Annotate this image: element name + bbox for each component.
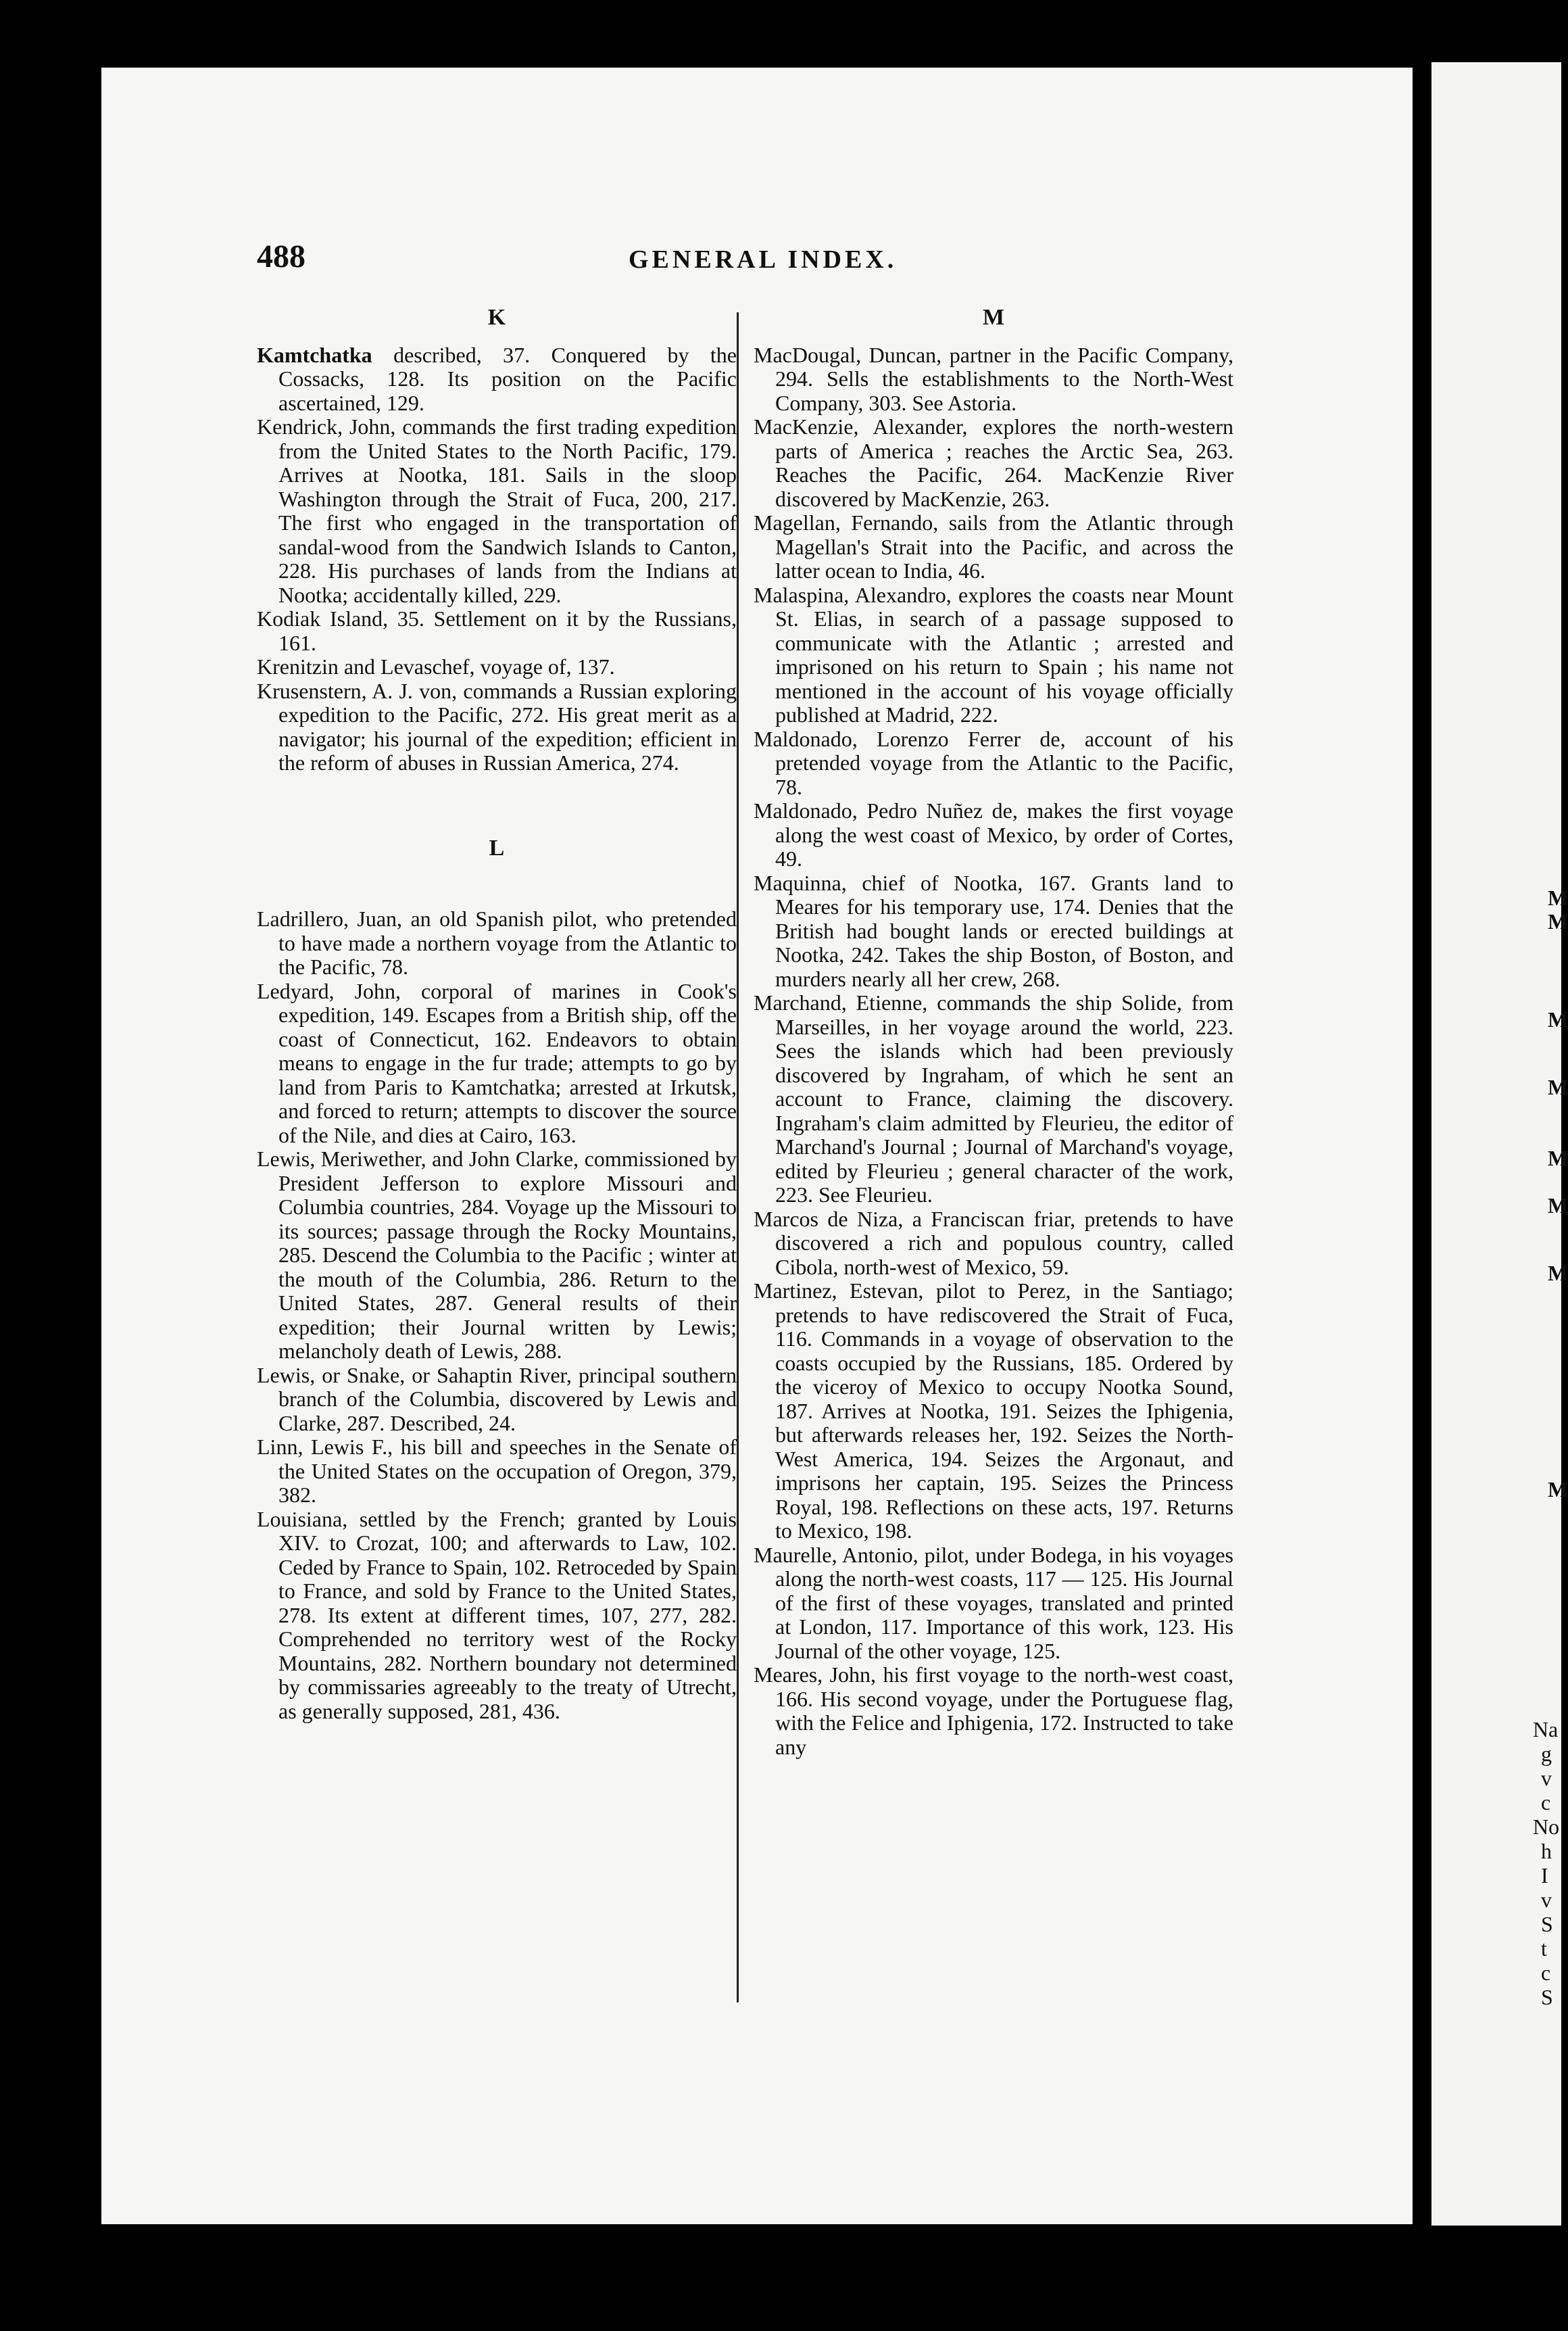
facing-page-letter: M bbox=[1548, 1146, 1568, 1170]
facing-page-letter: M bbox=[1548, 1477, 1568, 1501]
facing-page-letter: M bbox=[1548, 886, 1568, 910]
column-divider bbox=[737, 312, 739, 2002]
index-entry: Marcos de Niza, a Franciscan friar, pretends to have discovered a rich and populous country, called Cibola, north-west of Mexico, 59. bbox=[754, 1206, 1233, 1279]
index-entry: Meares, John, his first voyage to the north-west coast, 166. His second voyage, under the Portuguese flag, with the Felice and Iphigenia, 172. Instructed to take any bbox=[754, 1662, 1233, 1759]
right-column bbox=[754, 306, 1233, 1759]
index-entry: Malaspina, Alexandro, explores the coasts near Mount St. Elias, in search of a passage supposed to communicate with the Atlantic ; arrested and imprisoned on his return to Spain ; his name not mentioned in the account of his voyage officially published at Madrid, 222. bbox=[754, 582, 1233, 727]
section-letter-l: L bbox=[489, 835, 505, 861]
facing-page-letter: M bbox=[1548, 1075, 1568, 1099]
index-entry: Kendrick, John, commands the first trading expedition from the United States to the North Pacific, 179. Arrives at Nootka, 181. Sails in the sloop Washington through the Strait of Fuca, 200, 217. The first who engaged in the transportation of sandal-wood from the Sandwich Islands to Canton, 228. His purchases of lands from the Indians at Nootka; accidentally killed, 229. bbox=[257, 414, 737, 607]
index-entry: Krenitzin and Levaschef, voyage of, 137. bbox=[257, 654, 615, 679]
facing-page-fragment: Na g v c No h I v S t c S bbox=[1533, 1717, 1560, 2009]
index-entry: Linn, Lewis F., his bill and speeches in the Senate of the United States on the occupation of Oregon, 379, 382. bbox=[257, 1435, 737, 1507]
index-entry: Maldonado, Lorenzo Ferrer de, account of his pretended voyage from the Atlantic to the Pacific, 78. bbox=[754, 726, 1233, 799]
index-entry: Martinez, Estevan, pilot to Perez, in the Santiago; pretends to have rediscovered the Strait of Fuca, 116. Commands in a voyage of observation to the coasts occupied by the Russians, 185. Ordered by the viceroy of Mexico to occupy Nootka Sound, 187. Arrives at Nootka, 191. Seizes the Iphigenia, but afterwards releases her, 192. Seizes the North-West America, 194. Seizes the Argonaut, and imprisons her captain, 195. Seizes the Princess Royal, 198. Reflections on these acts, 197. Returns to Mexico, 198. bbox=[754, 1278, 1233, 1543]
facing-page-letter: M bbox=[1548, 1193, 1568, 1218]
index-entry: Lewis, or Snake, or Sahaptin River, principal southern branch of the Columbia, discovered by Lewis and Clarke, 287. Described, 24. bbox=[257, 1362, 737, 1435]
index-entry: Maquinna, chief of Nootka, 167. Grants land to Meares for his temporary use, 174. Denies that the British had bought lands or erected buildings at Nootka, 242. Takes the ship Boston, of Boston, and murders nearly all her crew, 268. bbox=[754, 870, 1233, 991]
index-entry: Marchand, Etienne, commands the ship Solide, from Marseilles, in her voyage around the world, 223. Sees the islands which had been previously discovered by Ingraham, of which he sent an account to France, claiming the discovery. Ingraham's claim admitted by Fleurieu, the editor of Marchand's Journal ; Journal of Marchand's voyage, edited by Fleurieu ; general character of the work, 223. See Fleurieu. bbox=[754, 990, 1233, 1207]
section-letter-m: M bbox=[982, 305, 1005, 330]
index-entry: Maldonado, Pedro Nuñez de, makes the first voyage along the west coast of Mexico, by order of Cortes, 49. bbox=[754, 798, 1233, 871]
section-letter-k: K bbox=[487, 305, 506, 330]
index-entry: Ladrillero, Juan, an old Spanish pilot, who pretended to have made a northern voyage from the Atlantic to the Pacific, 78. bbox=[257, 907, 737, 979]
index-entry: Louisiana, settled by the French; granted by Louis XIV. to Crozat, 100; and afterwards to Law, 102. Ceded by France to Spain, 102. Retroceded by Spain to France, and sold by France to the United States, 278. Its extent at different times, 107, 277, 282. Comprehended no territory west of the Rocky Mountains, 282. Northern boundary not determined by commissaries agreeably to the treaty of Utrecht, as generally supposed, 281, 436. bbox=[257, 1506, 737, 1723]
facing-page-letter: M bbox=[1548, 1261, 1568, 1285]
index-entry: Magellan, Fernando, sails from the Atlantic through Magellan's Strait into the Pacific, and across the latter ocean to India, 46. bbox=[754, 510, 1233, 583]
index-entry: Kodiak Island, 35. Settlement on it by the Russians, 161. bbox=[257, 606, 737, 655]
index-entry: MacKenzie, Alexander, explores the north-western parts of America ; reaches the Arctic Sea, 263. Reaches the Pacific, 264. MacKenzie River discovered by MacKenzie, 263. bbox=[754, 414, 1233, 511]
index-entry: Kamtchatka described, 37. Conquered by the Cossacks, 128. Its position on the Pacific ascertained, 129. bbox=[257, 342, 737, 415]
page-title: GENERAL INDEX. bbox=[629, 245, 898, 274]
index-entry: Ledyard, John, corporal of marines in Cook's expedition, 149. Escapes from a British ship, off the coast of Connecticut, 162. Endeavors to obtain means to engage in the fur trade; attempts to go by land from Paris to Kamtchatka; arrested at Irkutsk, and forced to return; attempts to discover the source of the Nile, and dies at Cairo, 163. bbox=[257, 978, 737, 1147]
index-entry: Lewis, Meriwether, and John Clarke, commissioned by President Jefferson to explore Missouri and Columbia countries, 284. Voyage up the Missouri to its sources; passage through the Rocky Mountains, 285. Descend the Columbia to the Pacific ; winter at the mouth of the Columbia, 286. Return to the United States, 287. General results of their expedition; their Journal written by Lewis; melancholy death of Lewis, 288. bbox=[257, 1147, 737, 1363]
left-column bbox=[257, 306, 737, 1723]
index-entry: MacDougal, Duncan, partner in the Pacific Company, 294. Sells the establishments to the North-West Company, 303. See Astoria. bbox=[754, 342, 1233, 415]
index-entry: Maurelle, Antonio, pilot, under Bodega, in his voyages along the north-west coasts, 117 — 125. His Journal of the first of these voyages, translated and printed at London, 117. Importance of this work, 123. His Journal of the other voyage, 125. bbox=[754, 1542, 1233, 1663]
facing-page-letter: M bbox=[1548, 909, 1568, 934]
index-entry: Krusenstern, A. J. von, commands a Russian exploring expedition to the Pacific, 272. His great merit as a navigator; his journal of the expedition; efficient in the reform of abuses in Russian America, 274. bbox=[257, 678, 737, 775]
page-number: 488 bbox=[257, 239, 305, 274]
facing-page-letter: M bbox=[1548, 1007, 1568, 1032]
